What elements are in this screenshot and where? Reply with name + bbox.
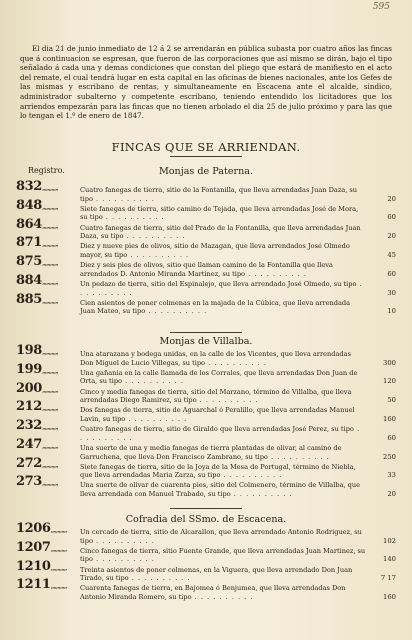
section-entries-2 [16, 521, 396, 603]
entry-description: Una gañania en la calle llamada de los Corrales, que lleva arrendadas Don Juan de Orta, su tipo [80, 368, 358, 386]
price-value: 140 [383, 555, 396, 564]
registry-number: 884 „„„„„„ [16, 277, 58, 287]
registry-number: 871 „„„„„„ [16, 239, 58, 249]
leader-dots [197, 396, 259, 404]
leader-dots [103, 213, 165, 221]
registry-number: 1210 „„„„„„ [16, 563, 66, 573]
leader-dots [122, 377, 184, 385]
registry-number: 247 „„„„„„ [16, 441, 58, 451]
price-value: 60 [387, 269, 396, 278]
registry-number: 1207 „„„„„„ [16, 544, 66, 554]
leader-dots [245, 270, 307, 278]
entry-description: Una suerte de una y media fanegas de tierra plantadas de olivar, al camino de Garruchena, que lleva Don Francisco Zambrano, su tipo [80, 443, 342, 461]
registry-number: 832 „„„„„„ [16, 183, 58, 193]
price-value: 30 [387, 288, 396, 297]
entry-description: Diez y seis pies de olivos, sitio que llaman camino de la Fontanilla que lleva arrendados D. Antonio Miranda Martinez, su tipo [80, 261, 333, 278]
leader-dots [129, 574, 191, 582]
entry-description: Diez y nueve pies de olivos, sitio de Mazagan, que lleva arrendados José Olmedo mayor, su tipo [80, 242, 350, 259]
registry-number: 199 „„„„„„ [16, 366, 58, 376]
entry-description: Cuarenta fanegas de tierra, en Bajomea ó Benjumea, que lleva arrendadas Don Antonio Miranda Romero, su tipo [80, 584, 346, 601]
registry-number: 212 „„„„„„ [16, 403, 58, 413]
registry-number: 1206 „„„„„„ [16, 525, 66, 535]
leader-dots [125, 415, 187, 423]
registry-number: 1211 „„„„„„ [16, 581, 66, 591]
entry-description: Una atarazana y bodega unidas, en la calle de los Vicentes, que lleva arrendadas Don Miguel de Lucio Villegas, su tipo [80, 350, 351, 367]
price-value: 33 [387, 471, 396, 480]
registry-number: 232 „„„„„„ [16, 422, 58, 432]
leader-dots [192, 593, 254, 601]
registry-number: 273 „„„„„„ [16, 478, 58, 488]
leader-dots [124, 232, 186, 240]
entry-description: Cien asientos de poner colmenas en la majada de la Cúbica, que lleva arrendada Juan Mateo, su tipo [80, 298, 351, 316]
price-value: 120 [383, 377, 396, 386]
price-value: 250 [383, 452, 396, 461]
section-rule-1 [170, 332, 242, 333]
leader-dots [145, 307, 207, 315]
section-heading-2: Cofradia del SSmo. de Escacena. [125, 514, 287, 525]
intro-paragraph: El dia 21 de junio inmediato de 12 á 2 se arrendarán en pública subasta por cuatro años las fincas que á continuacion se espresan, que fueron de las corporaciones que así mismo se dirán, bajo el tipo señalado á cada una y demas condiciones que constan del pliego que estará de manifiesto en el acto del remate, el cual tendrá lugar en esta capital en las oficinas de bienes nacionales, ante los Gefes de las mismas y escribano de rentas, y simultaneamente en Escacena ante el alcalde, sindico, administrador subalterno y competente escribano, teniendo entendido los licitadores que los arriendos empezarán para las fincas que no tienen arbolado el dia 25 de julio próximo y para las que lo tengan el 1.º de enero de 1847. [20, 44, 392, 121]
page-number: 595 [372, 2, 390, 12]
leader-dots [127, 251, 189, 259]
document-title: FINCAS QUE SE ARRIENDAN. [111, 140, 301, 154]
price-value: 50 [387, 396, 396, 405]
registry-entry [16, 179, 396, 203]
price-value: 20 [387, 194, 396, 203]
price-value: 10 [387, 307, 396, 316]
registry-number: 848 „„„„„„ [16, 202, 58, 212]
entry-description: Siete fanegas de tierra, sitio camino de Tejada, que lleva arrendadas José de Mora, su tipo [80, 204, 359, 222]
price-value: 300 [383, 358, 396, 367]
leader-dots [231, 490, 293, 498]
price-value: 7 17 [380, 574, 396, 583]
section-entries-0 [16, 179, 396, 317]
registry-number: 885 „„„„„„ [16, 296, 58, 306]
entry-description: Cinco y media fanegas de tierra, sitio del Marzano, término de Villalba, que lleva arrendadas Diego Ramirez, su tipo [80, 387, 352, 405]
price-value: 160 [383, 592, 396, 601]
entry-description: Siete fanegas de tierra, sitio de la Joya de la Mesa de Portugal, término de Niebla, que lleva arrendadas Maria Zarza, su tipo [80, 462, 356, 480]
registry-entry [16, 521, 396, 545]
price-value: 45 [387, 250, 396, 259]
price-value: 20 [387, 490, 396, 499]
entry-description: Cuatro fanegas de tierra, sitio de Giraldo que lleva arrendadas José Perez, su tipo [80, 425, 354, 434]
price-value: 60 [387, 433, 396, 442]
entry-description: Cuatro fanegas de tierra, sitio del Prado de la Fontanilla, que lleva arrendadas Juan Daza, su tipo [80, 223, 361, 241]
title-rule [170, 156, 242, 157]
registry-number: 875 „„„„„„ [16, 258, 58, 268]
price-value: 160 [383, 414, 396, 423]
registro-label: Registro. [28, 166, 65, 175]
price-value: 20 [387, 232, 396, 241]
registry-number: 864 „„„„„„ [16, 221, 58, 231]
section-entries-1 [16, 343, 396, 500]
price-value: 60 [387, 213, 396, 222]
registry-number: 272 „„„„„„ [16, 460, 58, 470]
leader-dots [205, 359, 267, 367]
entry-description: Treinta asientos de poner colmenas, en la Viguera, que lleva arrendado Don Juan Tirado, su tipo [80, 565, 353, 583]
registry-number: 198 „„„„„„ [16, 347, 58, 357]
entry-description: Un pedazo de tierra, sitio del Espinalejo, que lleva arrendado José Olmedo, su tipo [80, 279, 357, 288]
section-heading-1: Monjas de Villalba. [159, 336, 253, 347]
leader-dots [93, 195, 155, 203]
leader-dots [93, 555, 155, 563]
entry-description: Dos fanegas de tierra, sitio de Aguarchal ó Peralillo, que lleva arrendadas Manuel Lavin, su tipo [80, 406, 355, 423]
registry-number: 200 „„„„„„ [16, 385, 58, 395]
entry-description: Una suerte de olivar de cuarenta pies, sitio del Colmenero, término de Villalba, que lleva arrendada con Manuel Trabado, su tipo [80, 481, 361, 499]
section-rule-2 [170, 508, 242, 509]
entry-description: Cuatro fanegas de tierra, sitio de la Fontanilla, que lleva arrendadas Juan Daza, su tipo [80, 186, 358, 203]
leader-dots [93, 537, 155, 545]
section-heading-0: Monjas de Paterna. [158, 166, 254, 177]
entry-description: Cinco fanegas de tierra, sitio Fuente Grande, que lleva arrendadas Juan Martinez, su tipo [80, 546, 366, 564]
leader-dots [220, 471, 282, 479]
leader-dots [268, 453, 330, 461]
registry-entry [16, 343, 396, 367]
entry-description: Un cercado de tierra, sitio de Alcarallon, que lleva arrendado Antonio Rodriguez, su tipo [80, 528, 362, 545]
price-value: 102 [383, 536, 396, 545]
